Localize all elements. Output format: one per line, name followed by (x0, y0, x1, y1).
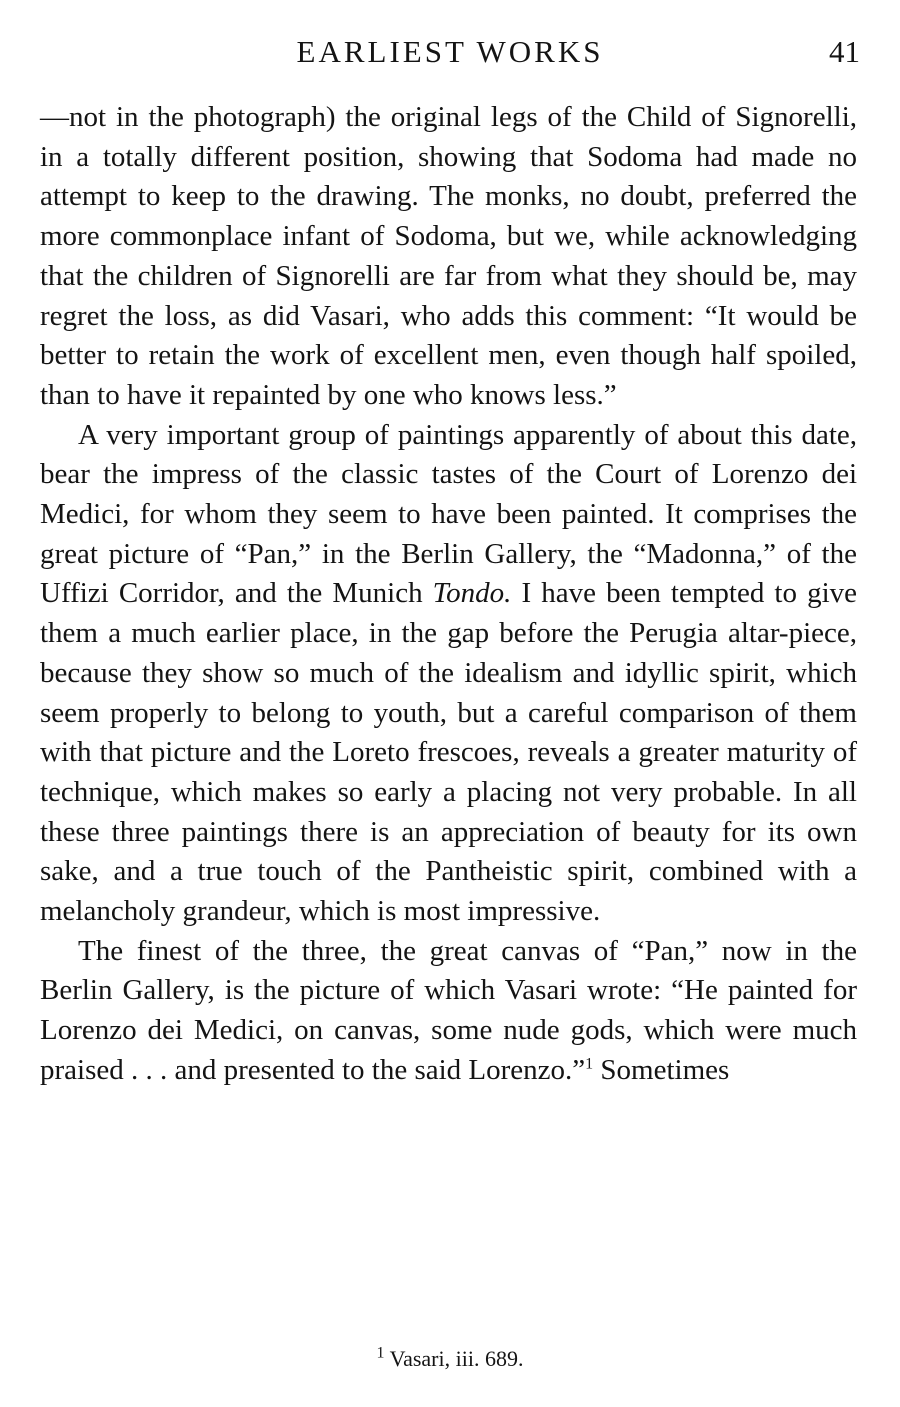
body-text (40, 98, 857, 1091)
page-number: 41 (829, 34, 860, 69)
footnote-marker: 1 (376, 1344, 385, 1362)
paragraph-2 (40, 416, 857, 932)
paragraph-3 (40, 932, 857, 1091)
paragraph-1: —not in the photograph) the original legs of the Child of Signorelli, in a totally different position, showing that Sodoma had made no attempt to keep to the drawing. The monks, no doubt, preferred the more commonplace infant of Sodoma, but we, while acknowledging that the children of Signorelli are far from what they should be, may regret the loss, as did Vasari, who adds this comment: “It would be better to retain the work of excellent men, even though half spoiled, than to have it repainted by one who knows less.” (40, 101, 857, 411)
running-head (40, 30, 860, 74)
footnote-text: Vasari, iii. 689. (384, 1346, 524, 1371)
footnote-reference: 1 (585, 1055, 594, 1073)
footnote (0, 1344, 900, 1374)
paragraph-3-text: The finest of the three, the great canvas of “Pan,” now in the Berlin Gallery, is the picture of which Vasari wrote: “He painted for Lorenzo dei Medici, on canvas, some nude gods, which were much praised . . . and presented to the said Lorenzo.” (40, 934, 857, 1086)
paragraph-2-text-end: I have been tempted to give them a much earlier place, in the gap before the Perugia altar-piece, because they show so much of the idealism and idyllic spirit, which seem properly to belong to youth, but a careful comparison of them with that picture and the Loreto frescoes, reveals a greater maturity of technique, which makes so early a placing not very probable. In all these three paintings there is an appreciation of beauty for its own sake, and a true touch of the Pantheistic spirit, combined with a melancholy grandeur, which is most impressive. (40, 577, 857, 928)
paragraph-3-text-end: Sometimes (593, 1053, 730, 1086)
paragraph-2-text-start: A very important group of paintings apparently of about this date, bear the impress of the classic tastes of the Court of Lorenzo dei Medici, for whom they seem to have been painted. It comprises the great picture of “Pan,” in the Berlin Gallery, the “Madonna,” of the Uffizi Corridor, and the Munich (40, 418, 857, 610)
chapter-title: EARLIEST WORKS (296, 34, 604, 69)
tondo-italic: Tondo. (432, 577, 512, 610)
